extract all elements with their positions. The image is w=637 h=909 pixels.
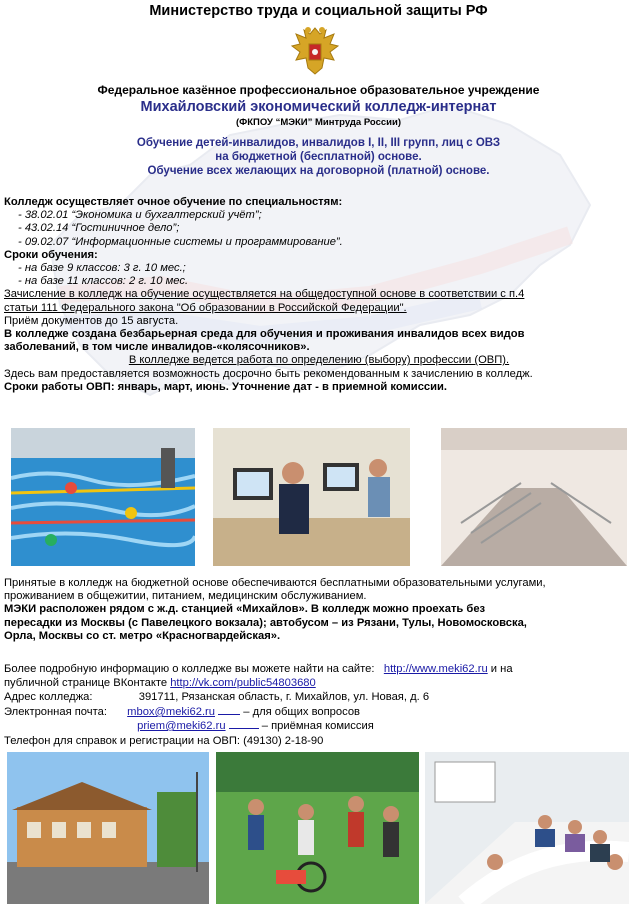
location-line: пересадки из Москвы (с Павелецкого вокзала); автобусом – из Рязани, Тулы, Новомосковска, — [4, 616, 527, 629]
training-info — [0, 136, 637, 178]
computer-class-photo — [213, 428, 410, 566]
college-building-icon — [7, 752, 209, 904]
address-line — [4, 691, 634, 703]
email-admission-desc: – приёмная комиссия — [261, 720, 374, 732]
ovp-line: В колледже ведется работа по определению (выбору) профессии (ОВП). — [128, 354, 510, 367]
specialty-item: - 38.02.01 “Экономика и бухгалтерский учёт”; — [18, 209, 262, 222]
website-link[interactable]: http://www.meki62.ru — [383, 663, 488, 675]
term-item: - на базе 11 классов: 2 г. 10 мес. — [18, 275, 189, 288]
conference-room-icon — [425, 752, 629, 904]
study-section — [4, 196, 634, 394]
college-abbreviation: (ФКПОУ “МЭКИ” Минтруда России) — [235, 117, 402, 128]
pool-icon — [11, 428, 195, 566]
services-section — [4, 577, 634, 643]
location-line: МЭКИ расположен рядом с ж.д. станцией «Михайлов». В колледж можно проехать без — [4, 603, 486, 616]
training-line: Обучение всех желающих на договорной (платной) основе. — [147, 165, 490, 177]
training-line: Обучение детей-инвалидов, инвалидов I, II, III групп, лиц с ОВЗ — [136, 137, 501, 149]
email-line-2 — [4, 720, 634, 732]
admission-deadline: Приём документов до 15 августа. — [4, 314, 179, 327]
address-value: 391711, Рязанская область, г. Михайлов, ул. Новая, д. 6 — [138, 691, 430, 703]
specialties-heading: Колледж осуществляет очное обучение по специальностям: — [4, 196, 343, 208]
corridor-photo — [441, 428, 627, 566]
email-admission-link[interactable]: priem@meki62.ru — [137, 720, 226, 732]
specialty-item: - 09.02.07 “Информационные системы и программирование”. — [18, 235, 343, 248]
location-line: Орла, Москвы со ст. метро «Красногвардейская». — [4, 629, 281, 642]
ramp-corridor-icon — [441, 428, 627, 566]
services-line: проживанием в общежитии, питанием, медицинским обслуживанием. — [4, 590, 367, 603]
training-line: на бюджетной (бесплатной) основе. — [215, 151, 422, 163]
enrollment-line: Зачисление в колледж на обучение осуществляется на общедоступной основе в соответствии с п.4 — [4, 288, 525, 301]
email-label: Электронная почта: — [4, 706, 107, 718]
phone-line: Телефон для справок и регистрации на ОВП: (49130) 2-18-90 — [4, 735, 324, 747]
email-general-desc: – для общих вопросов — [243, 706, 360, 718]
pool-photo — [11, 428, 195, 566]
college-name: Михайловский экономический колледж-интернат — [140, 99, 497, 115]
ovp-info: Здесь вам предоставляется возможность досрочно быть рекомендованным к зачислению в колледж. — [4, 367, 533, 380]
ministry-title: Министерство труда и социальной защиты РФ — [149, 3, 488, 19]
conference-photo — [425, 752, 629, 904]
more-info-line — [4, 663, 634, 675]
building-photo — [7, 752, 209, 904]
more-info-text: Более подробную информацию о колледже вы можете найти на сайте: — [4, 663, 375, 675]
vk-text: публичной странице ВКонтакте — [4, 677, 168, 689]
services-line: Принятые в колледж на бюджетной основе обеспечиваются бесплатными образовательными услугами, — [4, 577, 546, 589]
enrollment-line: статьи 111 Федерального закона "Об образовании в Российской Федерации". — [4, 301, 407, 314]
email-line-1 — [4, 706, 634, 718]
terms-heading: Сроки обучения: — [4, 248, 98, 261]
address-label: Адрес колледжа: — [4, 691, 93, 703]
vk-link[interactable]: http://vk.com/public54803680 — [170, 677, 316, 689]
event-photo — [216, 752, 419, 904]
barrier-free-line: В колледже создана безбарьерная среда для обучения и проживания инвалидов всех видов — [4, 328, 525, 341]
vk-line — [4, 677, 634, 689]
specialty-item: - 43.02.14 “Гостиничное дело”; — [18, 222, 180, 235]
more-info-suffix: и на — [490, 663, 513, 675]
barrier-free-line: заболеваний, в том числе инвалидов-«колясочников». — [4, 341, 310, 354]
institution-type: Федеральное казённое профессиональное образовательное учреждение — [97, 83, 540, 97]
term-item: - на базе 9 классов: 3 г. 10 мес.; — [18, 262, 186, 275]
outdoor-event-icon — [216, 752, 419, 904]
ovp-dates: Сроки работы ОВП: январь, март, июнь. Уточнение дат - в приемной комиссии. — [4, 380, 447, 393]
email-general-link[interactable]: mbox@meki62.ru — [127, 706, 216, 718]
coat-of-arms-icon — [286, 24, 344, 80]
computer-class-icon — [213, 428, 410, 566]
